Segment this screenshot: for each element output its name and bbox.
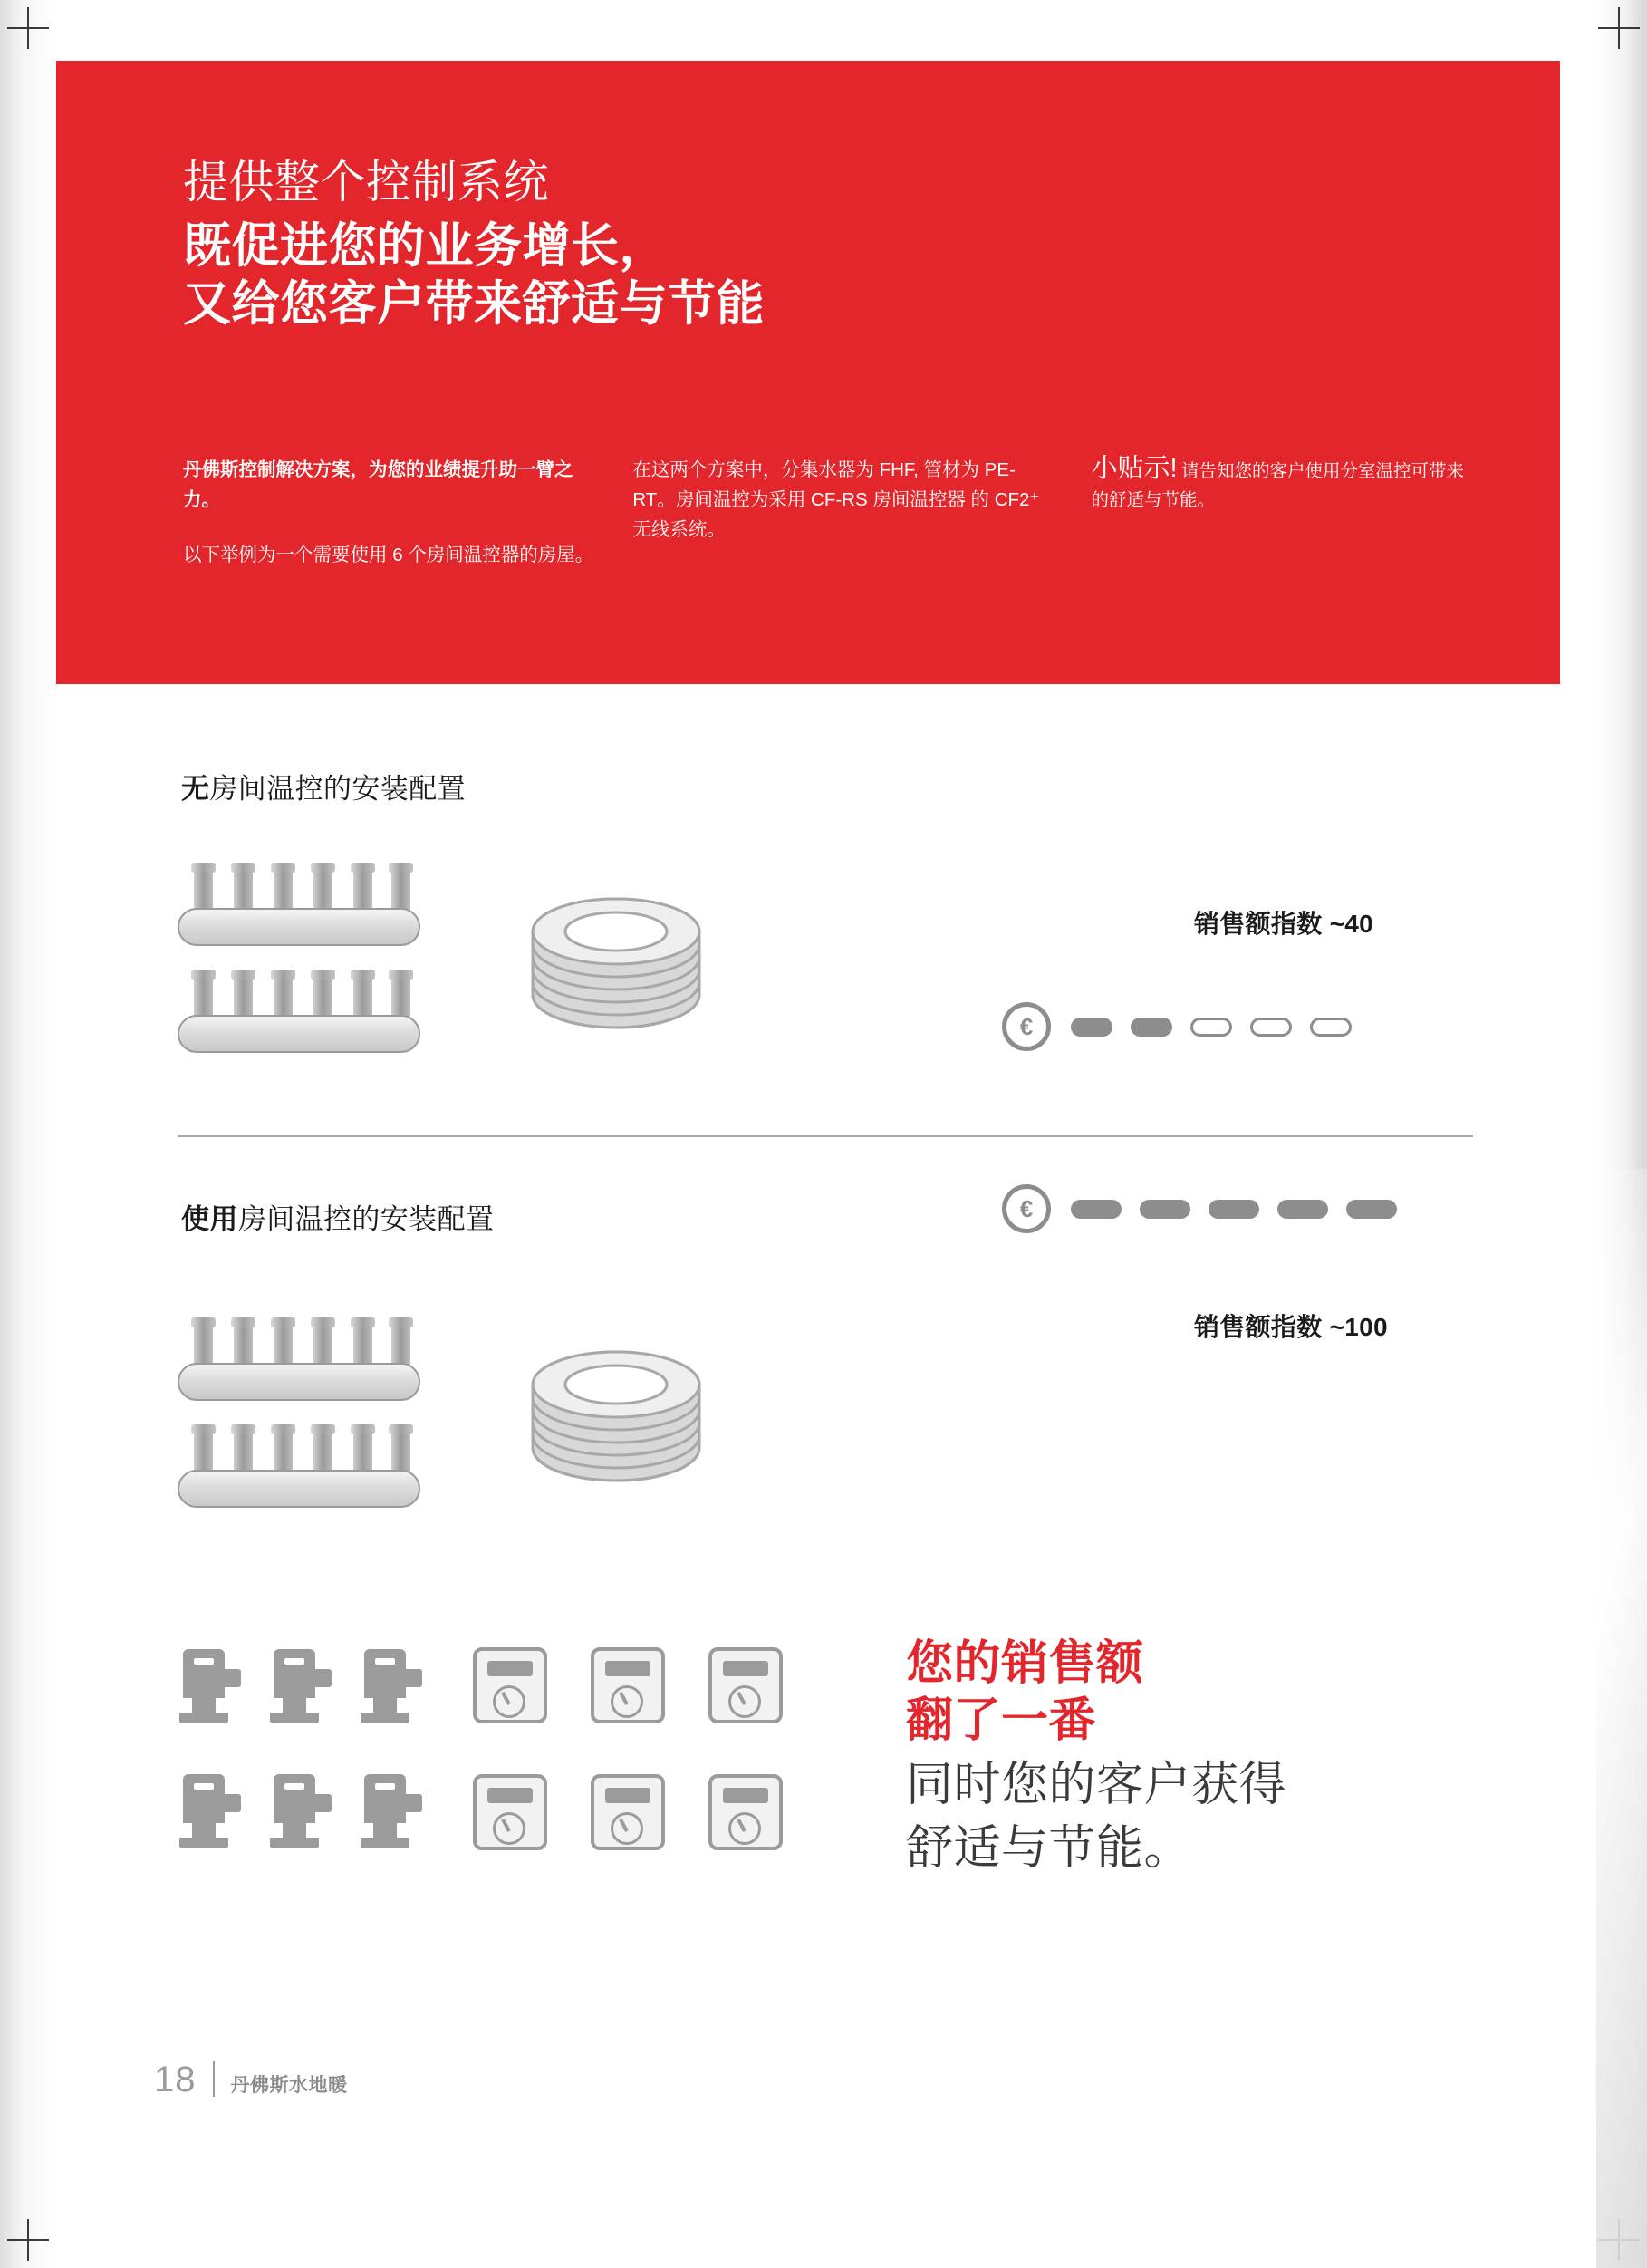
thermostat-dial	[493, 1812, 525, 1845]
actuator-foot	[361, 1713, 409, 1723]
actuator-icon	[361, 1774, 428, 1848]
actuator-foot	[179, 1838, 228, 1848]
actuator-foot	[361, 1838, 409, 1848]
actuator-nub	[313, 1669, 332, 1687]
actuator-slot	[284, 1783, 304, 1790]
actuator-nub	[223, 1794, 241, 1812]
manifold-valve	[391, 1432, 410, 1472]
hero-banner	[56, 61, 1560, 684]
manifold-valve	[391, 977, 410, 1017]
thermostat-dial	[728, 1685, 761, 1718]
thermostat-icon	[708, 1774, 783, 1850]
footer	[154, 2055, 348, 2100]
thermostat-display	[605, 1788, 650, 1803]
euro-coin-icon: €	[1002, 1002, 1051, 1051]
hero-headline-line2: 又给您客户带来舒适与节能	[183, 276, 765, 331]
closing-statement	[906, 1636, 1558, 1878]
thermostat-dial	[728, 1812, 761, 1845]
manifold-bar	[178, 1363, 420, 1401]
thermostat-icon	[473, 1774, 547, 1850]
page-edge-shadow-right	[1598, 0, 1647, 2268]
section-title-with-rest: 房间温控的安装配置	[237, 1203, 495, 1235]
meter-pill-empty	[1190, 1018, 1232, 1037]
meter-pill-filled	[1209, 1200, 1259, 1219]
manifold-valve	[313, 977, 332, 1017]
manifold-graphic-without	[178, 870, 449, 1051]
meter-pill-empty	[1310, 1018, 1352, 1037]
manifold-valve	[274, 1432, 293, 1472]
actuator-body	[274, 1649, 315, 1698]
actuator-body	[364, 1649, 406, 1698]
actuator-body	[364, 1774, 406, 1823]
closing-dark-line2: 舒适与节能。	[906, 1822, 1192, 1876]
actuator-foot	[179, 1713, 228, 1723]
manifold-valve	[353, 977, 372, 1017]
hero-col1-body: 以下举例为一个需要使用 6 个房间温控器的房屋。	[183, 545, 594, 566]
actuator-foot	[270, 1838, 319, 1848]
tip-lead: 小贴示!	[1091, 454, 1178, 483]
thermostat-icon	[591, 1647, 665, 1723]
hero-columns	[183, 455, 1469, 571]
manifold-valve	[274, 1325, 293, 1365]
manifold-bar	[178, 1015, 420, 1053]
hero-kicker: 提供整个控制系统	[183, 157, 549, 207]
meter-pill-filled	[1071, 1018, 1112, 1037]
closing-red-line2: 翻了一番	[906, 1694, 1097, 1748]
footer-divider	[213, 2061, 215, 2097]
manifold-valve	[194, 977, 213, 1017]
manifold-valve	[391, 870, 410, 910]
crop-mark	[1598, 2239, 1640, 2241]
manifold-valve	[353, 870, 372, 910]
actuator-slot	[194, 1658, 214, 1665]
meter-pill-filled	[1277, 1200, 1328, 1219]
hero-col2-body: 在这两个方案中，分集水器为 FHF, 管材为 PE-RT。房间温控为采用 CF-RS 房间温控器 的 CF2⁺ 无线系统。	[632, 459, 1040, 541]
actuator-slot	[284, 1658, 304, 1665]
actuator-icon	[270, 1774, 337, 1848]
section-title-without-bold: 无	[181, 773, 210, 805]
manifold-valve	[391, 1325, 410, 1365]
actuator-body	[183, 1649, 225, 1698]
manifold-valve	[353, 1325, 372, 1365]
thermostat-display	[605, 1661, 650, 1676]
sales-meter-with	[1002, 1184, 1415, 1233]
pipe-coil-graphic-without	[525, 897, 707, 1060]
manifold-bar	[178, 908, 420, 946]
meter-pill-filled	[1140, 1200, 1190, 1219]
actuator-nub	[404, 1669, 422, 1687]
manifold-bar	[178, 1470, 420, 1508]
thermostat-display	[487, 1661, 533, 1676]
hero-column-3-tip	[1091, 455, 1469, 571]
section-title-without-rest: 房间温控的安装配置	[209, 773, 467, 805]
thermostat-icon	[591, 1774, 665, 1850]
manifold-valve	[234, 977, 253, 1017]
hero-column-1	[183, 455, 632, 571]
thermostat-dial	[493, 1685, 525, 1718]
sales-meter-without	[1002, 1002, 1370, 1051]
actuator-slot	[375, 1658, 395, 1665]
crop-mark	[7, 27, 49, 29]
thermostat-display	[487, 1788, 533, 1803]
manifold-valve	[313, 1432, 332, 1472]
section-title-with	[181, 1196, 494, 1237]
closing-dark-line1: 同时您的客户获得	[906, 1758, 1287, 1811]
hero-col1-bold: 丹佛斯控制解决方案，为您的业绩提升助一臂之力。	[183, 459, 573, 511]
thermostat-icon	[708, 1647, 783, 1723]
manifold-valve	[313, 870, 332, 910]
actuator-foot	[270, 1713, 319, 1723]
hero-headline	[183, 217, 1442, 333]
closing-red-line1: 您的销售额	[906, 1637, 1144, 1690]
hero-text-block	[183, 156, 1442, 333]
manifold-valve	[274, 870, 293, 910]
manifold-valve	[194, 1325, 213, 1365]
page-curl	[1596, 1169, 1647, 2268]
manifold-valve	[194, 870, 213, 910]
sales-index-label-without: 销售额指数 ~40	[1194, 910, 1373, 938]
page-edge-shadow-left	[0, 0, 54, 2268]
thermostat-dial	[611, 1812, 643, 1845]
actuator-icon	[179, 1649, 246, 1723]
section-divider	[178, 1135, 1473, 1137]
actuator-nub	[223, 1669, 241, 1687]
pipe-coil-graphic-with	[525, 1350, 707, 1513]
thermostat-display	[723, 1661, 768, 1676]
hero-headline-line1: 既促进您的业务增长，	[183, 219, 668, 273]
actuator-nub	[313, 1794, 332, 1812]
thermostat-icon	[473, 1647, 547, 1723]
crop-mark	[7, 2239, 49, 2241]
manifold-valve	[234, 870, 253, 910]
manifold-graphic-with	[178, 1325, 449, 1506]
manifold-valve	[313, 1325, 332, 1365]
footer-label: 丹佛斯水地暖	[230, 2075, 348, 2096]
thermostat-display	[723, 1788, 768, 1803]
actuator-body	[274, 1774, 315, 1823]
actuator-slot	[194, 1783, 214, 1790]
actuator-slot	[375, 1783, 395, 1790]
manifold-valve	[274, 977, 293, 1017]
actuator-icon	[361, 1649, 428, 1723]
section-title-with-bold: 使用	[181, 1203, 238, 1235]
actuator-icon	[179, 1774, 246, 1848]
euro-coin-icon: €	[1002, 1184, 1051, 1233]
meter-pill-filled	[1131, 1018, 1172, 1037]
hero-column-2	[632, 455, 1091, 571]
sales-index-label-with: 销售额指数 ~100	[1194, 1313, 1388, 1341]
meter-pill-filled	[1346, 1200, 1397, 1219]
page-number: 18	[154, 2060, 197, 2099]
actuator-icon	[270, 1649, 337, 1723]
manifold-valve	[234, 1432, 253, 1472]
tip-rest: 请告知您的客户使用分室温控可带来的舒适与节能。	[1091, 461, 1464, 510]
manifold-valve	[234, 1325, 253, 1365]
thermostat-dial	[611, 1685, 643, 1718]
manifold-valve	[194, 1432, 213, 1472]
actuator-nub	[404, 1794, 422, 1812]
manifold-valve	[353, 1432, 372, 1472]
actuator-body	[183, 1774, 225, 1823]
meter-pill-filled	[1071, 1200, 1122, 1219]
crop-mark	[1598, 27, 1640, 29]
section-title-without	[181, 766, 466, 806]
meter-pill-empty	[1250, 1018, 1292, 1037]
